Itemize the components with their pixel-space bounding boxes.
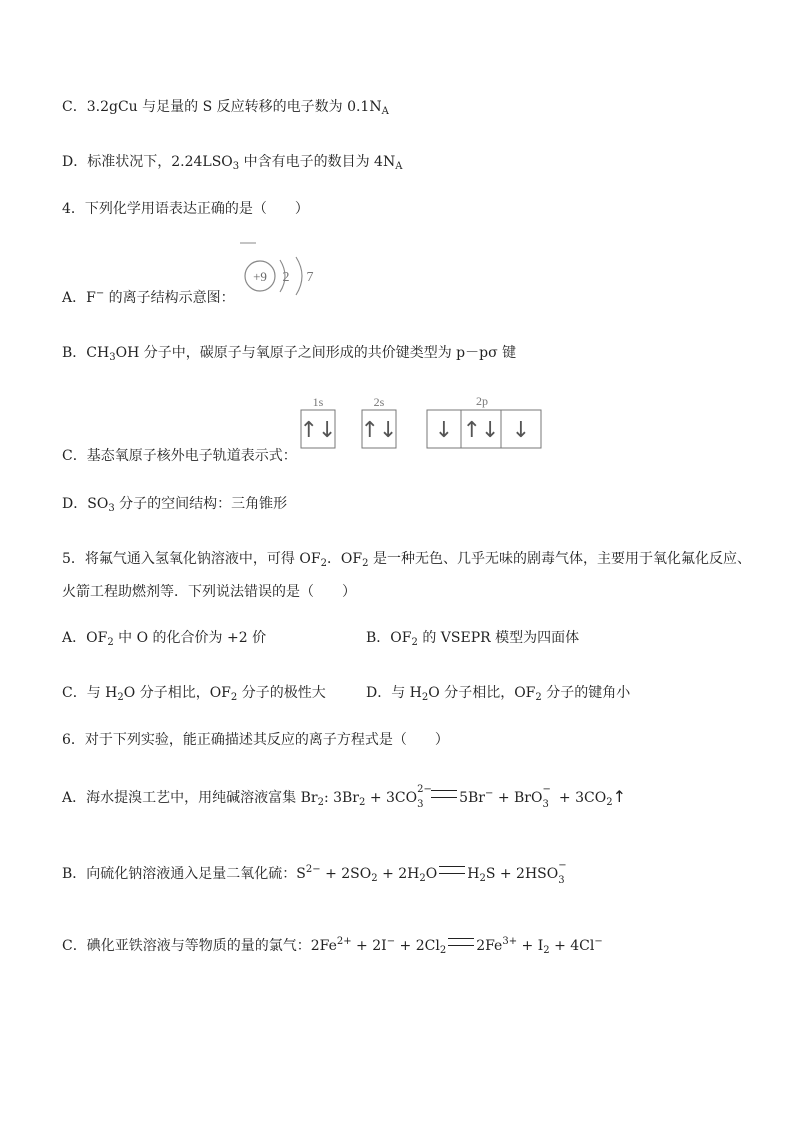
orbital-arrows-1s: ↑↓ — [299, 418, 337, 443]
orbital-arrows-2p-1: ↓ — [434, 418, 454, 443]
orbital-label-2s: 2s — [373, 395, 385, 409]
shell-2-electrons: 7 — [306, 270, 314, 285]
q5-option-a: A．$OF_2$ 中 O 的化合价为 +2 价 — [62, 630, 267, 648]
orbital-arrows-2s: ↑↓ — [360, 418, 398, 443]
equals-sign — [439, 866, 465, 874]
nucleus-charge: +9 — [253, 269, 267, 284]
equals-sign — [448, 938, 474, 946]
q3-option-c: C．3.2gCu 与足量的 S 反应转移的电子数为 $0.1N_A$ — [62, 99, 389, 117]
q6-option-b: B．向硫化钠溶液通入足量二氧化硫：$S^{2-} + 2SO_2 + 2H_2O$ $H_2S + 2HSO$ − 3 — [62, 864, 570, 884]
shell-arc-2 — [296, 257, 302, 295]
q5-stem-line-1: 5．将氟气通入氢氧化钠溶液中，可得 $OF_2$．$OF_2$ 是一种无色、几乎无味的剧毒气体，主要用于氧化氟化反应、 — [62, 551, 751, 569]
q6-stem: 6．对于下列实验，能正确描述其反应的离子方程式是（ ） — [62, 732, 449, 748]
q6-option-c: C．碘化亚铁溶液与等物质的量的氯气：$2Fe^{2+} + 2I^- + 2Cl_2$ $2Fe^{3+} + I_2 + 4Cl^-$ — [62, 936, 603, 956]
q5-option-b: B．$OF_2$ 的 VSEPR 模型为四面体 — [366, 630, 580, 648]
orbital-label-2p: 2p — [476, 394, 488, 408]
q4-option-d: D．$SO_3$ 分子的空间结构：三角锥形 — [62, 496, 288, 514]
q5-option-d: D．与 $H_2O$ 分子相比，$OF_2$ 分子的键角小 — [366, 685, 631, 703]
orbital-label-1s: 1s — [312, 395, 324, 409]
q4-option-b: B．$CH_3OH$ 分子中，碳原子与氧原子之间形成的共价键类型为 p－pσ 键 — [62, 345, 517, 363]
q6-option-a: A．海水提溴工艺中，用纯碱溶液富集 $Br_2$: $3Br_2 + 3CO$ 2− 3 5Br− + BrO − 3 + $3CO_2↑$ — [62, 784, 626, 810]
equals-sign — [431, 790, 457, 798]
carbonate-charge: 2− 3 — [417, 784, 432, 810]
orbital-arrows-2p-3: ↓ — [511, 418, 531, 443]
bromate-charge: − 3 — [542, 784, 551, 810]
q4-option-a: A．F− 的离子结构示意图： — [62, 288, 235, 306]
orbital-arrows-2p-2: ↑↓ — [462, 418, 500, 443]
q4-stem: 4．下列化学用语表达正确的是（ ） — [62, 201, 309, 217]
oxygen-orbital-diagram — [296, 392, 546, 454]
shell-1-electrons: 2 — [282, 270, 290, 285]
q3-option-d: D．标准状况下，$2.24LSO_3$ 中含有电子的数目为 $4N_A$ — [62, 154, 403, 172]
bisulfite-charge: − 3 — [558, 860, 567, 886]
fluoride-ion-structure-diagram — [232, 240, 322, 300]
q5-option-c: C．与 $H_2O$ 分子相比，$OF_2$ 分子的极性大 — [62, 685, 326, 703]
gas-arrow: ↑ — [612, 787, 626, 806]
q4-option-c: C．基态氧原子核外电子轨道表示式： — [62, 448, 297, 464]
q5-stem-line-2: 火箭工程助燃剂等．下列说法错误的是（ ） — [62, 584, 356, 600]
